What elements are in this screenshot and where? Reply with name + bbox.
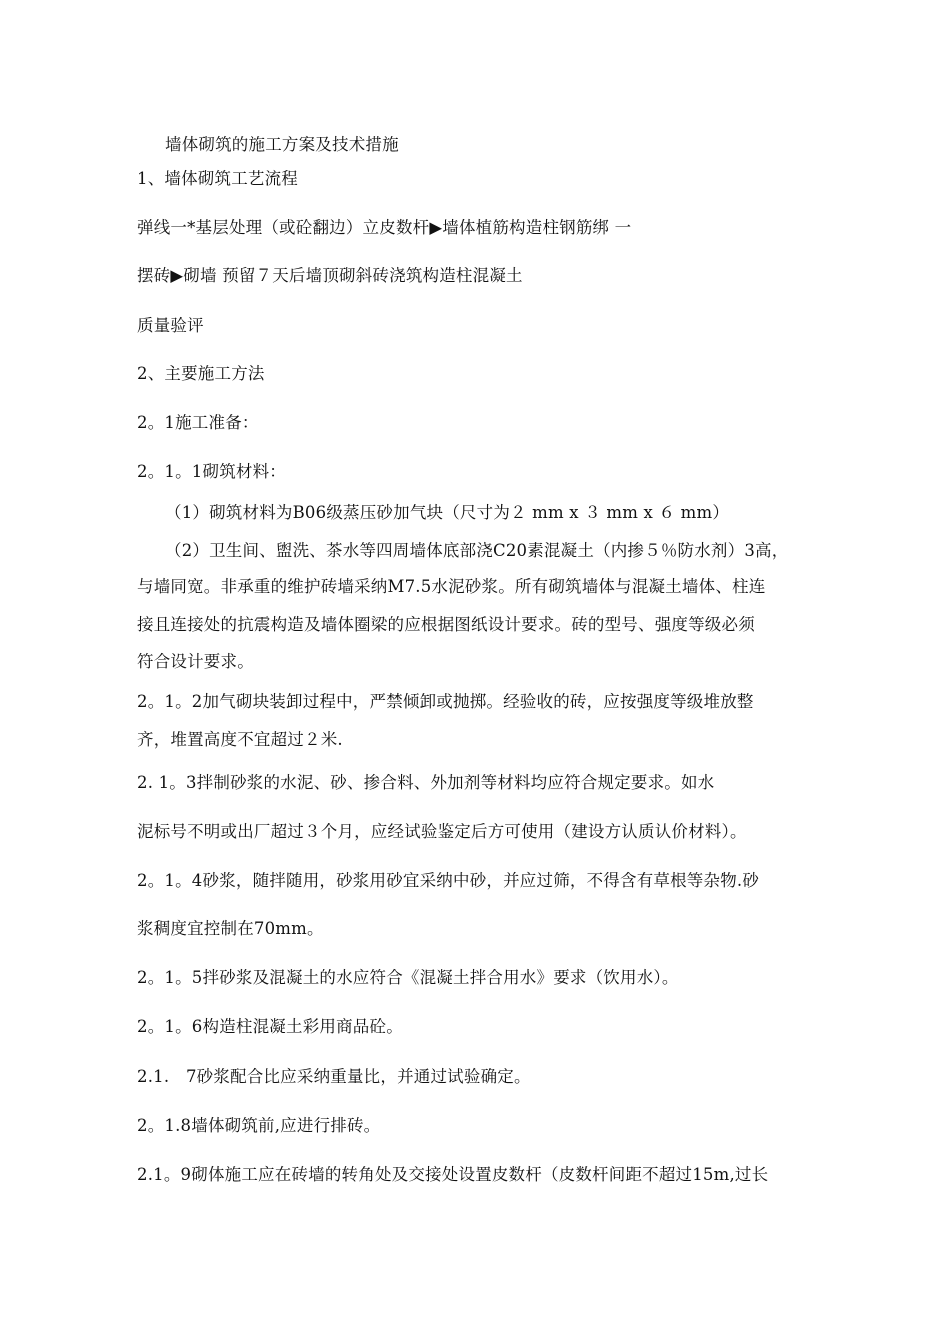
text-line: （1）砌筑材料为B06级蒸压砂加气块（尺寸为２ mm x ３ mm x ６ mm） — [165, 503, 730, 522]
text-line: 泥标号不明或出厂超过３个月，应经试验鉴定后方可使用（建设方认质认价材料）。 — [137, 822, 747, 841]
text-line: 符合设计要求。 — [137, 652, 254, 671]
text-line: 2.1。9砌体施工应在砖墙的转角处及交接处设置皮数杆（皮数杆间距不超过15m,过长 — [137, 1165, 769, 1184]
text-line: 2。1。6构造柱混凝土彩用商品砼。 — [137, 1017, 403, 1036]
text-line: 2.1. 7砂浆配合比应采纳重量比，并通过试验确定。 — [137, 1067, 531, 1086]
text-line: 2。1。2加气砌块装卸过程中，严禁倾卸或抛掷。经验收的砖，应按强度等级堆放整 — [137, 692, 754, 711]
text-line: 2. 1。3拌制砂浆的水泥、砂、掺合料、外加剂等材料均应符合规定要求。如水 — [137, 773, 715, 792]
text-line: 浆稠度宜控制在70mm。 — [137, 919, 324, 938]
text-line: 2。1。4砂浆，随拌随用，砂浆用砂宜采纳中砂，并应过筛，不得含有草根等杂物.砂 — [137, 871, 760, 890]
text-line: 质量验评 — [137, 316, 204, 335]
text-line: 接且连接处的抗震构造及墙体圈梁的应根据图纸设计要求。砖的型号、强度等级必须 — [137, 615, 755, 634]
text-line: 与墙同宽。非承重的维护砖墙采纳M7.5水泥砂浆。所有砌筑墙体与混凝土墙体、柱连 — [137, 577, 766, 596]
text-line: （2）卫生间、盥洗、茶水等四周墙体底部浇C20素混凝土（内掺５％防水剂）3高， — [165, 541, 789, 560]
text-line: 2。1。1砌筑材料： — [137, 462, 286, 481]
text-line: 1、墙体砌筑工艺流程 — [137, 169, 298, 188]
text-line: 2。1施工准备： — [137, 413, 259, 432]
text-line: 齐，堆置高度不宜超过２米. — [137, 730, 343, 749]
document-title: 墙体砌筑的施工方案及技术措施 — [165, 135, 399, 154]
text-line: 摆砖▶砌墙 预留７天后墙顶砌斜砖浇筑构造柱混凝土 — [137, 266, 523, 285]
text-line: 弹线一*基层处理（或砼翻边）立皮数杆▶墙体植筋构造柱钢筋绑 一 — [137, 218, 632, 237]
text-line: 2。1。5拌砂浆及混凝土的水应符合《混凝土拌合用水》要求（饮用水）。 — [137, 968, 679, 987]
text-line: 2、主要施工方法 — [137, 364, 265, 383]
text-line: 2。1.8墙体砌筑前,应进行排砖。 — [137, 1116, 381, 1135]
